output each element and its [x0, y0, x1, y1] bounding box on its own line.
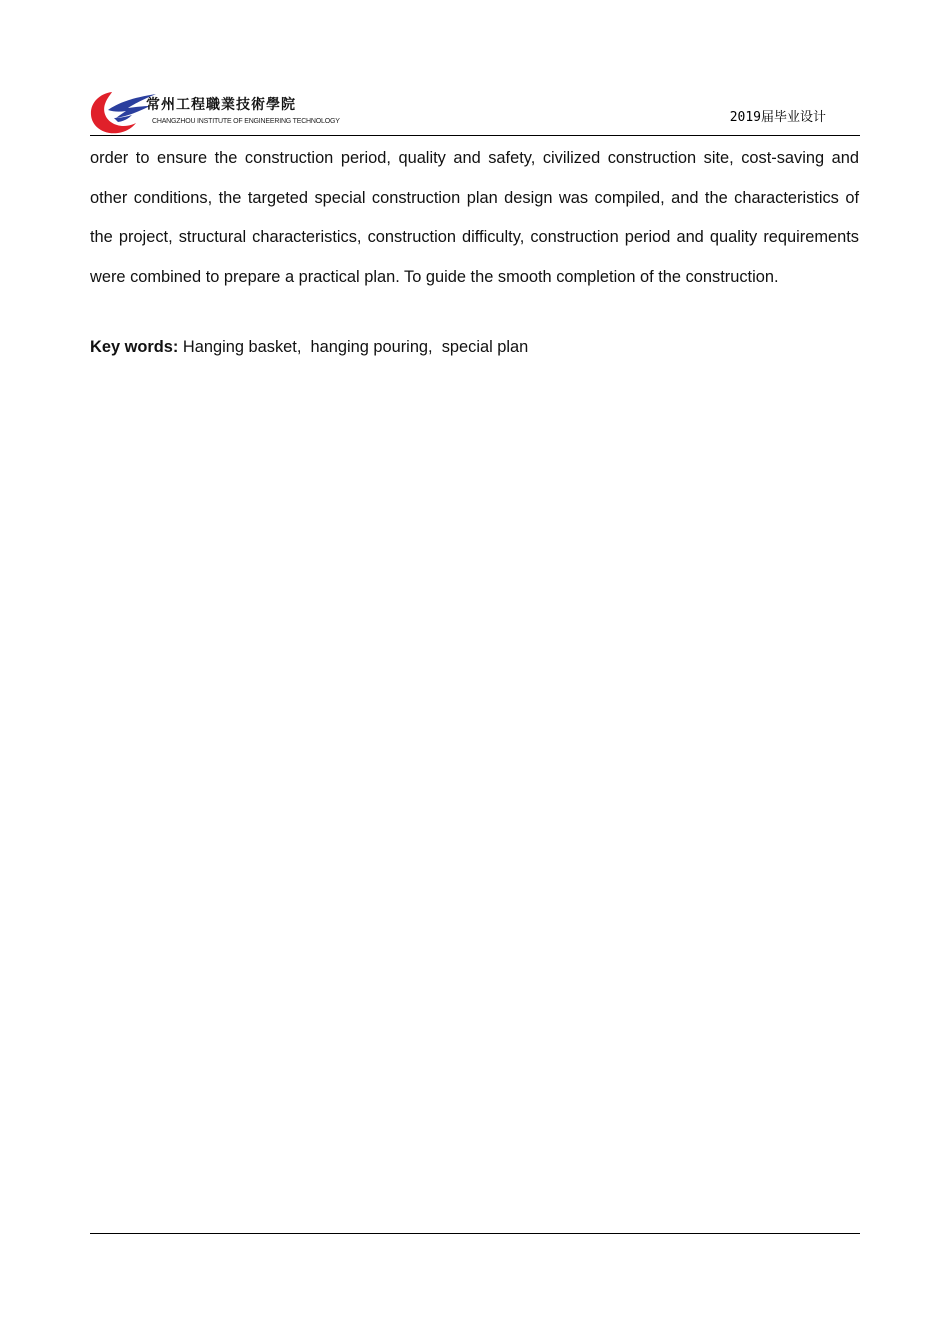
- keywords-value: Hanging basket, hanging pouring, special plan: [178, 338, 529, 356]
- footer-divider: [90, 1233, 860, 1234]
- header-right-label: 2019届毕业设计: [729, 110, 826, 125]
- institution-name-en: CHANGZHOU INSTITUTE OF ENGINEERING TECHNOLOGY: [152, 118, 340, 125]
- keywords-label: Key words:: [90, 338, 179, 356]
- institution-name-cn: 常州工程職業技術學院: [146, 97, 296, 113]
- institute-logo: [90, 88, 340, 134]
- keywords-line: [90, 336, 859, 358]
- header-divider: [90, 135, 860, 136]
- abstract-paragraph: order to ensure the construction period, quality and safety, civilized construction site, cost-saving and other conditions, the targeted special construction plan design was compiled, and the characteristics of the project, structural characteristics, construction difficulty, construction period and quality requirements were combined to prepare a practical plan. To guide the smooth completion of the construction.: [90, 149, 859, 287]
- page-header: [90, 82, 860, 136]
